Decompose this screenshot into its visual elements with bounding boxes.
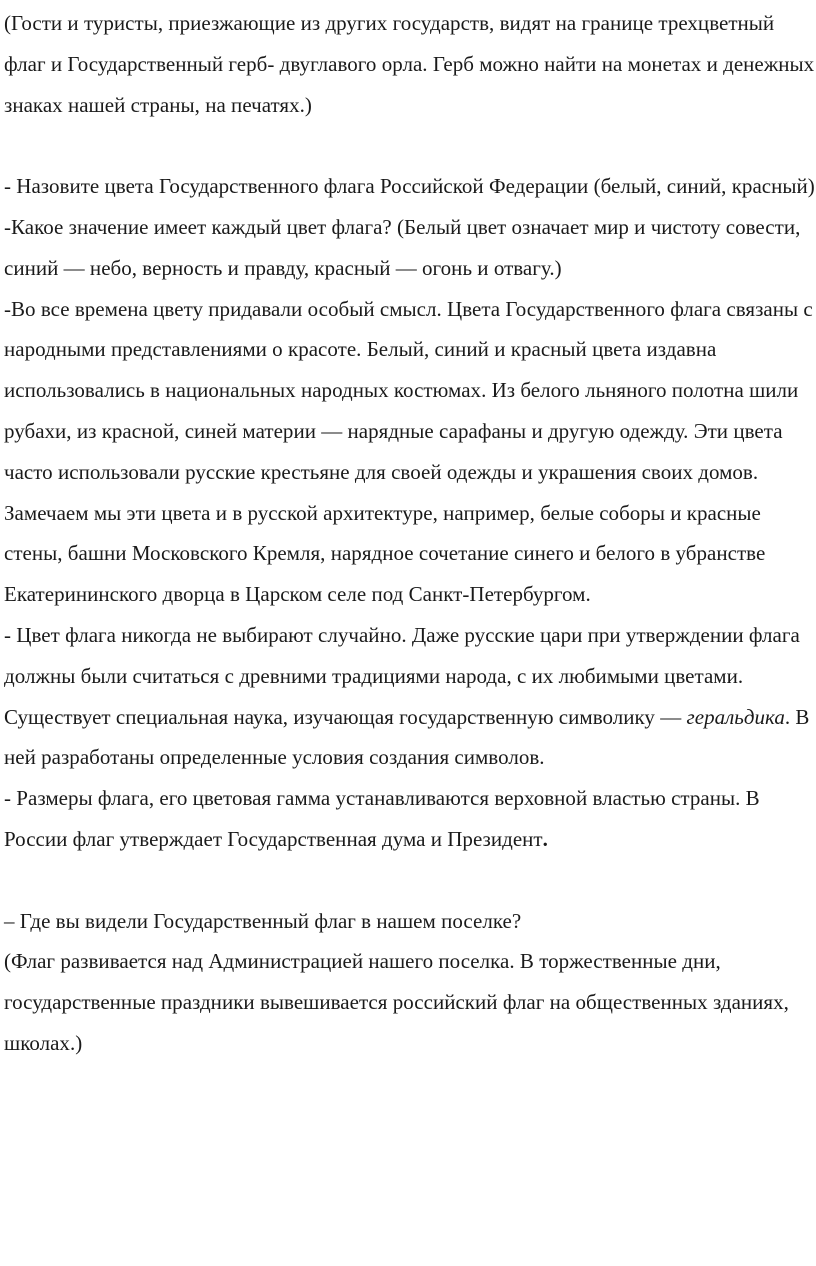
authority-period: . — [542, 826, 548, 851]
paragraph-flag-authority — [4, 778, 816, 860]
blank-line — [4, 860, 816, 901]
paragraph-color-history: -Во все времена цвету придавали особый смысл. Цвета Государственного флага связаны с народными представлениями о красоте. Белый, синий и красный цвета издавна использовались в национальных народных костюмах. Из белого льняного полотна шили рубахи, из красной, синей материи — нарядные сарафаны и другую одежду. Эти цвета часто использовали русские крестьяне для своей одежды и украшения своих домов. Замечаем мы эти цвета и в русской архитектуре, например, белые соборы и красные стены, башни Московского Кремля, нарядное сочетание синего и белого в убранстве Екатерининского дворца в Царском селе под Санкт-Петербургом. — [4, 296, 813, 607]
authority-text: - Размеры флага, его цветовая гамма устанавливаются верховной властью страны. В России флаг утверждает Государственная дума и Президент — [4, 786, 760, 851]
paragraph-where-seen-answer: (Флаг развивается над Администрацией нашего поселка. В торжественные дни, государственные праздники вывешивается российский флаг на общественных зданиях, школах.) — [4, 949, 789, 1055]
heraldry-text-start: - Цвет флага никогда не выбирают случайно. Даже русские цари при утверждении флага должны были считаться с древними традициями народа, с их любимыми цветами. Существует специальная наука, изучающая государственную символику — — [4, 622, 800, 729]
paragraph-flag-colors-question: - Назовите цвета Государственного флага Российской Федерации (белый, синий, красный) — [4, 174, 815, 199]
heraldry-text-end: . В ней разработаны определенные условия создания символов. — [4, 704, 810, 770]
paragraph-where-seen-question: – Где вы видели Государственный флаг в нашем поселке? — [4, 908, 522, 933]
paragraph-heraldry — [4, 615, 816, 778]
paragraph-intro: (Гости и туристы, приезжающие из других государств, видят на границе трехцветный флаг и Государственный герб- двуглавого орла. Герб можно найти на монетах и денежных знаках нашей страны, на печатях.) — [4, 11, 815, 117]
heraldry-term: геральдика — [686, 704, 785, 729]
paragraph-color-meaning: -Какое значение имеет каждый цвет флага? (Белый цвет означает мир и чистоту совести, синий — небо, верность и правду, красный — огонь и отвагу.) — [4, 214, 801, 280]
blank-line — [4, 125, 816, 166]
